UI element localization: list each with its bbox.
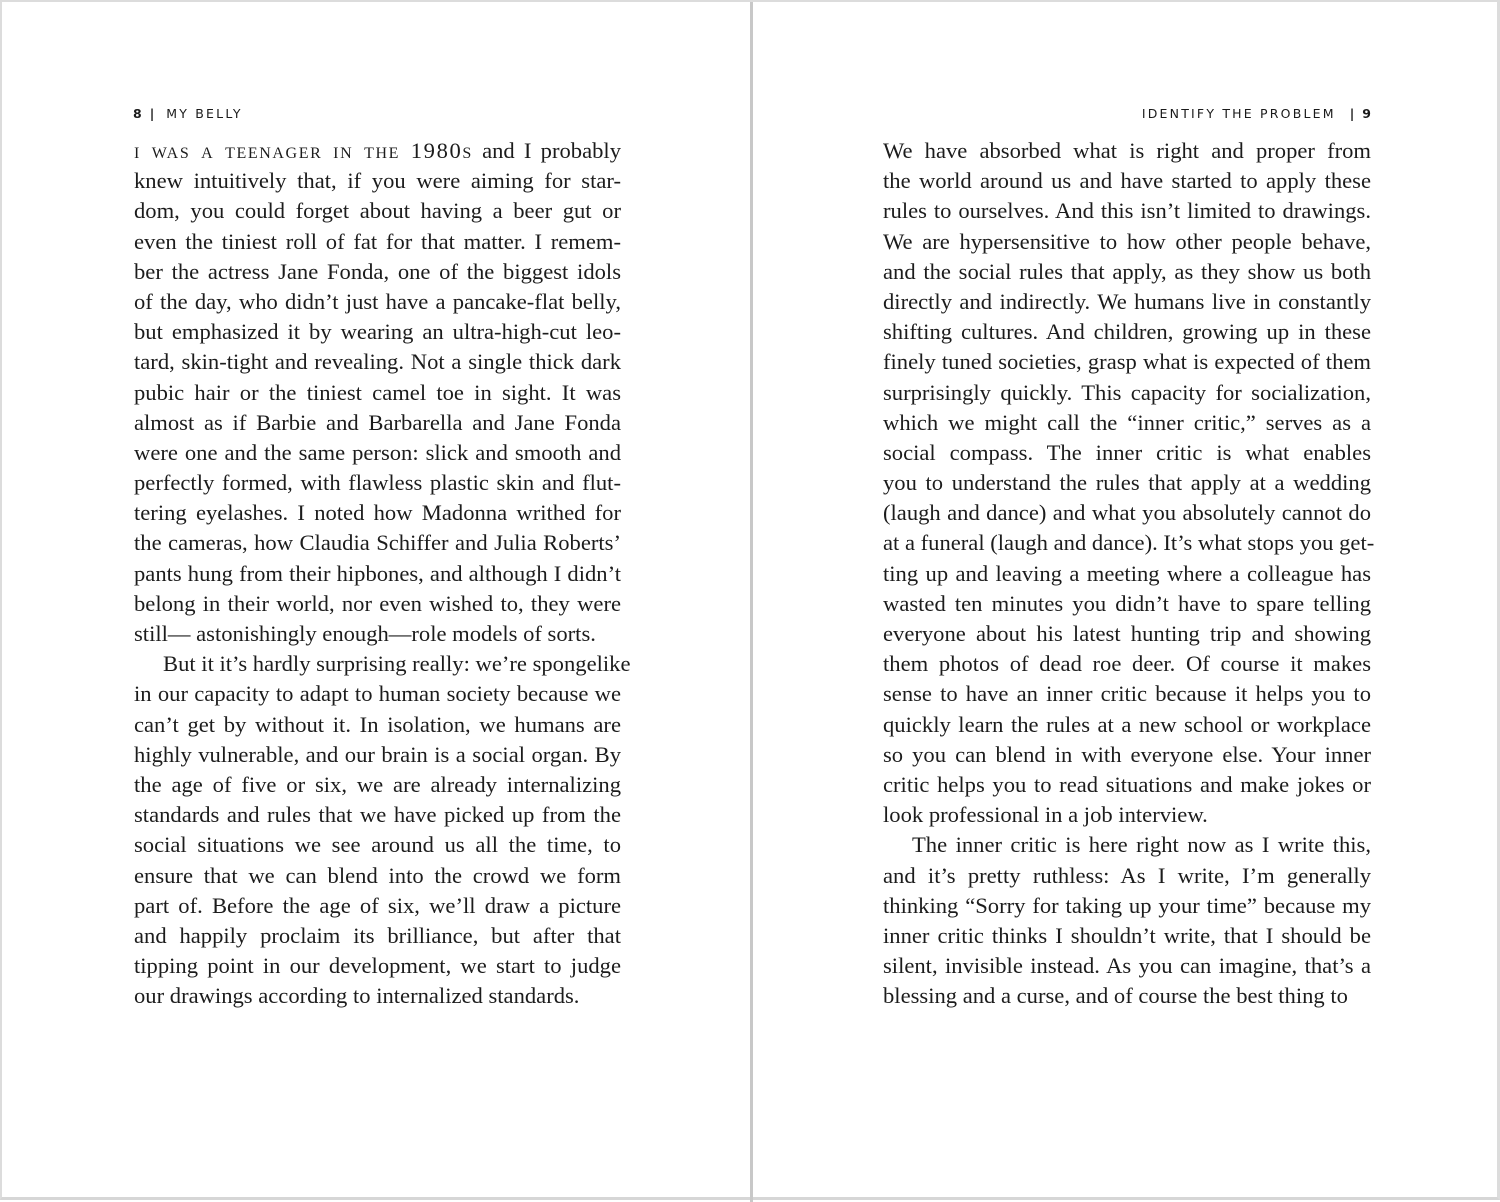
text-line <box>134 136 621 166</box>
text-line: part of. Before the age of six, we’ll draw a picture <box>134 892 621 918</box>
text-line: dom, you could forget about having a beer gut or <box>134 198 621 224</box>
text-line: But it it’s hardly surprising really: we’re spongelike <box>163 651 631 677</box>
text-line: you to understand the rules that apply at a wedding <box>883 470 1371 496</box>
text-line: even the tiniest roll of fat for that matter. I remem- <box>134 228 621 254</box>
text-line: at a funeral (laugh and dance). It’s what stops you get- <box>883 530 1375 556</box>
left-page <box>2 2 750 1202</box>
text-line: perfectly formed, with flawless plastic skin and flut- <box>134 470 621 496</box>
text-line: knew intuitively that, if you were aiming for star- <box>134 168 621 194</box>
right-page <box>753 2 1500 1202</box>
text-line: and it’s pretty ruthless: As I write, I’m generally <box>883 862 1371 888</box>
text-line: tipping point in our development, we start to judge <box>134 953 621 979</box>
right-body-text <box>883 136 1375 1011</box>
text-line: belong in their world, nor even wished to, they were <box>134 590 621 616</box>
text-line: but emphasized it by wearing an ultra-high-cut leo- <box>134 319 621 345</box>
text-line: We have absorbed what is right and proper from <box>883 138 1371 163</box>
left-body-text <box>134 136 631 1011</box>
text-line: social compass. The inner critic is what enables <box>883 439 1371 465</box>
text-line: everyone about his latest hunting trip and showing <box>883 621 1371 646</box>
text-line: the cameras, how Claudia Schiffer and Julia Roberts’ <box>134 530 621 556</box>
text-line: almost as if Barbie and Barbarella and Jane Fonda <box>134 409 621 435</box>
text-line: inner critic thinks I shouldn’t write, that I should be <box>883 922 1371 948</box>
text-line: them photos of dead roe deer. Of course it makes <box>883 651 1371 677</box>
page-number: 9 <box>1362 106 1371 121</box>
header-separator: | <box>149 106 155 121</box>
paragraph <box>883 136 1375 830</box>
header-separator: | <box>1349 106 1355 121</box>
text-line: so you can blend in with everyone else. Your inner <box>883 741 1371 767</box>
text-line: ber the actress Jane Fonda, one of the biggest idols <box>134 258 621 284</box>
paragraph <box>134 649 631 1011</box>
text-line: finely tuned societies, grasp what is expected of them <box>883 349 1371 375</box>
text-line: pubic hair or the tiniest camel toe in sight. It was <box>134 379 621 405</box>
text-line: rules to ourselves. And this isn’t limited to drawings. <box>883 198 1371 224</box>
text-line: highly vulnerable, and our brain is a social organ. By <box>134 741 621 767</box>
text-line: shifting cultures. And children, growing up in these <box>883 319 1371 345</box>
text-line: in our capacity to adapt to human society because we <box>134 681 621 707</box>
chapter-opening-smallcaps: i was a teenager in the 1980s <box>134 138 473 163</box>
text-line: and the social rules that apply, as they show us both <box>883 258 1371 284</box>
text-line: silent, invisible instead. As you can imagine, that’s a <box>883 953 1371 979</box>
text-line: critic helps you to read situations and make jokes or <box>883 771 1371 797</box>
right-running-head <box>1142 106 1371 122</box>
text-line: directly and indirectly. We humans live in constantly <box>883 288 1371 314</box>
text-line: quickly learn the rules at a new school or workplace <box>883 711 1371 737</box>
text-line: standards and rules that we have picked up from the <box>134 802 621 828</box>
text-line: which we might call the “inner critic,” serves as a <box>883 409 1371 435</box>
text-line: tering eyelashes. I noted how Madonna writhed for <box>134 500 621 526</box>
text-line: The inner critic is here right now as I write this, <box>912 832 1371 858</box>
chapter-title: MY BELLY <box>166 106 243 121</box>
text-line: ensure that we can blend into the crowd we form <box>134 862 621 888</box>
left-running-head <box>133 106 243 122</box>
text-line: We are hypersensitive to how other people behave, <box>883 228 1371 254</box>
paragraph <box>134 136 621 649</box>
text-line: pants hung from their hipbones, and although I didn’t <box>134 560 621 586</box>
page-number: 8 <box>133 106 142 121</box>
text-line: the world around us and have started to apply these <box>883 168 1371 194</box>
text-line: sense to have an inner critic because it helps you to <box>883 681 1371 707</box>
text-line: blessing and a curse, and of course the best thing to <box>883 983 1348 1009</box>
text-line: our drawings according to internalized standards. <box>134 983 580 1009</box>
text-line: and happily proclaim its brilliance, but after that <box>134 922 621 948</box>
text-line: can’t get by without it. In isolation, we humans are <box>134 711 621 737</box>
text-line: were one and the same person: slick and smooth and <box>134 439 621 465</box>
text-line: ting up and leaving a meeting where a colleague has <box>883 560 1371 586</box>
text-line: look professional in a job interview. <box>883 802 1208 828</box>
text-line: still— astonishingly enough—role models of sorts. <box>134 621 596 646</box>
text-line: thinking “Sorry for taking up your time” because my <box>883 892 1371 918</box>
text-line: wasted ten minutes you didn’t have to spare telling <box>883 590 1371 616</box>
text-line: (laugh and dance) and what you absolutely cannot do <box>883 500 1371 526</box>
section-title: IDENTIFY THE PROBLEM <box>1141 106 1336 121</box>
text-line: surprisingly quickly. This capacity for socialization, <box>883 379 1371 405</box>
text-line: of the day, who didn’t just have a pancake-flat belly, <box>134 288 621 314</box>
paragraph <box>883 830 1371 1011</box>
line-text: and I probably <box>472 138 621 163</box>
text-line: social situations we see around us all the time, to <box>134 832 621 858</box>
text-line: tard, skin-tight and revealing. Not a single thick dark <box>134 349 621 375</box>
text-line: the age of five or six, we are already internalizing <box>134 771 621 797</box>
